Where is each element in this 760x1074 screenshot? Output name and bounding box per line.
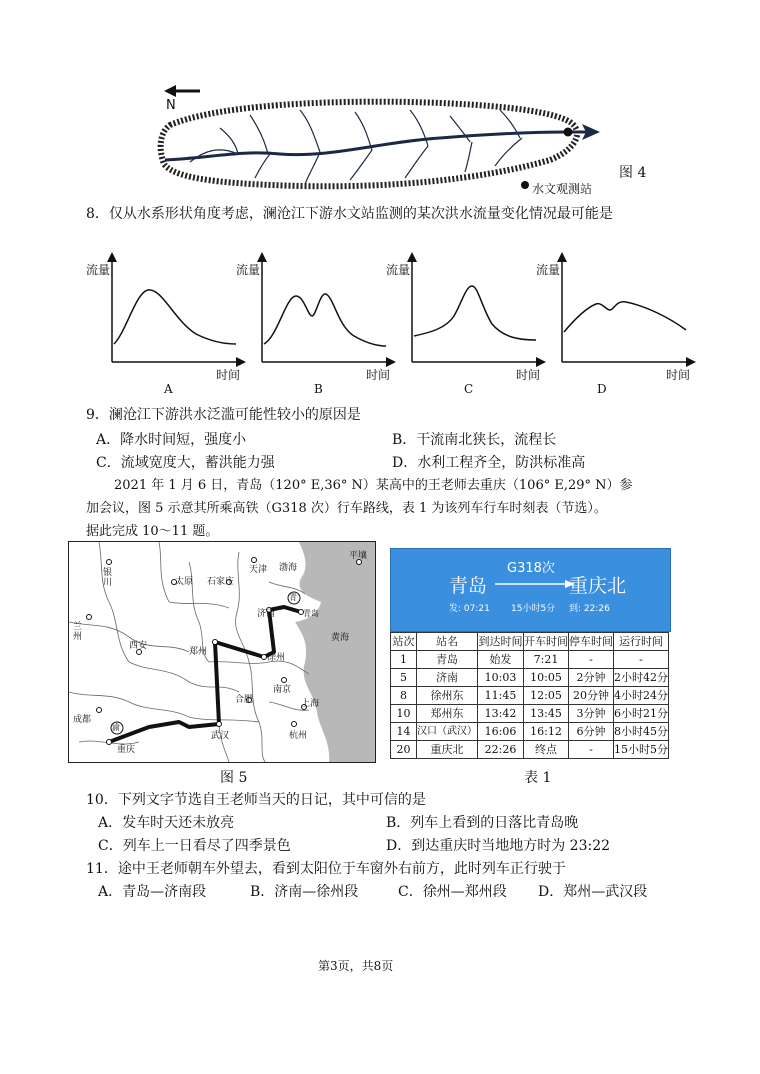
map-label-xian: 西安 [129, 641, 148, 651]
q11-option-c: C．徐州—郑州段 [398, 884, 507, 900]
graph-c-label: C [464, 382, 474, 396]
map-label-chongqing: 重庆 [117, 745, 136, 755]
map-label-qing-badge: 青 [289, 593, 297, 602]
table-cell: 始发 [478, 651, 524, 669]
intro-line-3: 据此完成 10～11 题。 [86, 524, 219, 539]
ticket-arrive-time: 到: 22:26 [569, 604, 610, 614]
table-row [391, 669, 669, 687]
table-cell: 2小时42分 [614, 669, 669, 687]
table-cell: 12:05 [524, 687, 569, 705]
table-cell: 1 [391, 651, 417, 669]
graph-d [546, 252, 696, 382]
graph-c-ylabel: 流量 [386, 263, 411, 277]
ticket-train-number: G318次 [507, 561, 555, 576]
table-cell: 22:26 [478, 741, 524, 759]
col-header: 开车时间 [524, 633, 569, 651]
q10-option-d: D．到达重庆时当地地方时为 23:22 [386, 838, 611, 854]
map-label-pingrang: 平壤 [349, 551, 368, 561]
graph-d-xlabel: 时间 [666, 368, 691, 382]
graph-d-label: D [597, 382, 607, 396]
q11-option-b: B．济南—徐州段 [250, 884, 359, 900]
map-label-yinchuan: 银川 [103, 568, 113, 588]
col-header: 到达时间 [478, 633, 524, 651]
table-cell: 重庆北 [417, 741, 478, 759]
table-cell: 3分钟 [569, 705, 614, 723]
question-9: 9．澜沧江下游洪水泛滥可能性较小的原因是 [86, 407, 361, 423]
map-label-wuhan: 武汉 [211, 731, 230, 741]
map-label-shijiazhuang: 石家庄 [207, 577, 235, 587]
graph-a-ylabel: 流量 [86, 263, 111, 277]
table-cell: 5 [391, 669, 417, 687]
graph-c-xlabel: 时间 [516, 368, 541, 382]
table-cell: 终点 [524, 741, 569, 759]
q10-option-b: B．列车上看到的日落比青岛晚 [386, 815, 579, 831]
table-cell: 13:45 [524, 705, 569, 723]
intro-line-1: 2021 年 1 月 6 日，青岛（120° E,36° N）某高中的王老师去重庆（106° E,29° N）参 [114, 478, 633, 493]
intro-line-2: 加会议，图 5 示意其所乘高铁（G318 次）行车路线，表 1 为该列车行车时刻表（节选）。 [86, 501, 607, 516]
map-figure-5 [68, 541, 376, 763]
table-cell: 徐州东 [417, 687, 478, 705]
col-header: 站次 [391, 633, 417, 651]
table-cell: - [614, 651, 669, 669]
graph-b-xlabel: 时间 [366, 368, 391, 382]
table-cell: 8 [391, 687, 417, 705]
table-cell: 15小时5分 [614, 741, 669, 759]
graph-a-label: A [164, 382, 173, 396]
map-label-lanzhou: 兰州 [73, 622, 83, 642]
col-header: 运行时间 [614, 633, 669, 651]
graph-a-xlabel: 时间 [216, 368, 241, 382]
q10-option-a: A．发车时天还未放亮 [98, 815, 235, 831]
graph-c [396, 252, 546, 382]
map-label-hangzhou: 杭州 [289, 731, 308, 741]
map-caption: 图 5 [220, 770, 248, 786]
question-10: 10．下列文字节选自王老师当天的日记，其中可信的是 [86, 792, 426, 808]
table-cell: 2分钟 [569, 669, 614, 687]
table-row [391, 741, 669, 759]
ticket-arrow-icon [495, 580, 575, 588]
map-label-huanghai: 黄海 [331, 633, 350, 643]
graph-b [246, 252, 396, 382]
ticket-to: 重庆北 [569, 575, 627, 597]
table-cell: 20分钟 [569, 687, 614, 705]
graph-a [96, 252, 246, 382]
table-cell: 10:03 [478, 669, 524, 687]
table-cell: 11:45 [478, 687, 524, 705]
fig4-caption: 图 4 [619, 165, 647, 181]
hydrological-station-marker [564, 128, 573, 137]
graph-d-ylabel: 流量 [536, 263, 561, 277]
train-ticket-banner [390, 548, 671, 632]
map-label-nanjing: 南京 [273, 685, 292, 695]
tributaries [190, 110, 522, 184]
graph-b-label: B [314, 382, 323, 396]
table-row [391, 723, 669, 741]
railway-route [109, 607, 301, 742]
table-row [391, 687, 669, 705]
table-cell: 6分钟 [569, 723, 614, 741]
table-cell: 10 [391, 705, 417, 723]
q9-option-c: C．流域宽度大，蓄洪能力强 [96, 455, 275, 471]
ticket-from: 青岛 [449, 575, 488, 597]
col-header: 停车时间 [569, 633, 614, 651]
q9-option-d: D．水利工程齐全，防洪标准高 [392, 455, 586, 471]
north-arrow-icon [164, 85, 200, 97]
north-label: N [166, 98, 176, 113]
map-label-bohai: 渤海 [279, 563, 298, 573]
main-river [165, 132, 568, 160]
q10-option-c: C．列车上一日看尽了四季景色 [98, 838, 291, 854]
table-cell: 6小时21分 [614, 705, 669, 723]
table-cell: 4小时24分 [614, 687, 669, 705]
map-label-qingdao: 青岛 [303, 609, 319, 618]
timetable [390, 632, 669, 759]
col-header: 站名 [417, 633, 478, 651]
map-label-shanghai: 上海 [301, 699, 320, 709]
q11-option-d: D．郑州—武汉段 [538, 884, 648, 900]
graph-b-ylabel: 流量 [236, 263, 261, 277]
question-8: 8．仅从水系形状角度考虑，澜沧江下游水文站监测的某次洪水流量变化情况最可能是 [86, 206, 613, 222]
table-cell: 13:42 [478, 705, 524, 723]
station-legend: 水文观测站 [532, 182, 593, 196]
table-cell: 郑州东 [417, 705, 478, 723]
map-label-yu-badge: 渝 [112, 723, 120, 732]
ticket-duration: 15小时5分 [511, 604, 556, 614]
table-caption: 表 1 [524, 770, 552, 786]
table-cell: 汉口（武汉） [417, 723, 478, 741]
table-cell: 7:21 [524, 651, 569, 669]
table-cell: 8小时45分 [614, 723, 669, 741]
map-label-chengdu: 成都 [73, 715, 92, 725]
table-cell: 14 [391, 723, 417, 741]
table-cell: 济南 [417, 669, 478, 687]
question-11: 11．途中王老师朝车外望去，看到太阳位于车窗外右前方，此时列车正行驶于 [86, 861, 566, 877]
table-row [391, 651, 669, 669]
q11-option-a: A．青岛—济南段 [98, 884, 207, 900]
q9-option-b: B．干流南北狭长，流程长 [392, 432, 557, 448]
table-cell: - [569, 741, 614, 759]
map-label-hefei: 合肥 [235, 695, 254, 705]
table-cell: 16:06 [478, 723, 524, 741]
table-cell: - [569, 651, 614, 669]
page-footer: 第3页，共8页 [318, 959, 394, 973]
table-cell: 16:12 [524, 723, 569, 741]
map-label-zhengzhou: 郑州 [189, 647, 208, 657]
table-cell: 20 [391, 741, 417, 759]
table-cell: 10:05 [524, 669, 569, 687]
map-label-taiyuan: 太原 [175, 577, 194, 587]
q9-option-a: A．降水时间短，强度小 [96, 432, 247, 448]
table-cell: 青岛 [417, 651, 478, 669]
table-row [391, 705, 669, 723]
timetable-header-row [391, 633, 669, 651]
ticket-depart-time: 发: 07:21 [449, 604, 490, 614]
map-label-xuzhou: 徐州 [267, 653, 286, 663]
map-label-tianjin: 天津 [249, 565, 268, 575]
map-label-jinan: 济南 [257, 609, 276, 619]
